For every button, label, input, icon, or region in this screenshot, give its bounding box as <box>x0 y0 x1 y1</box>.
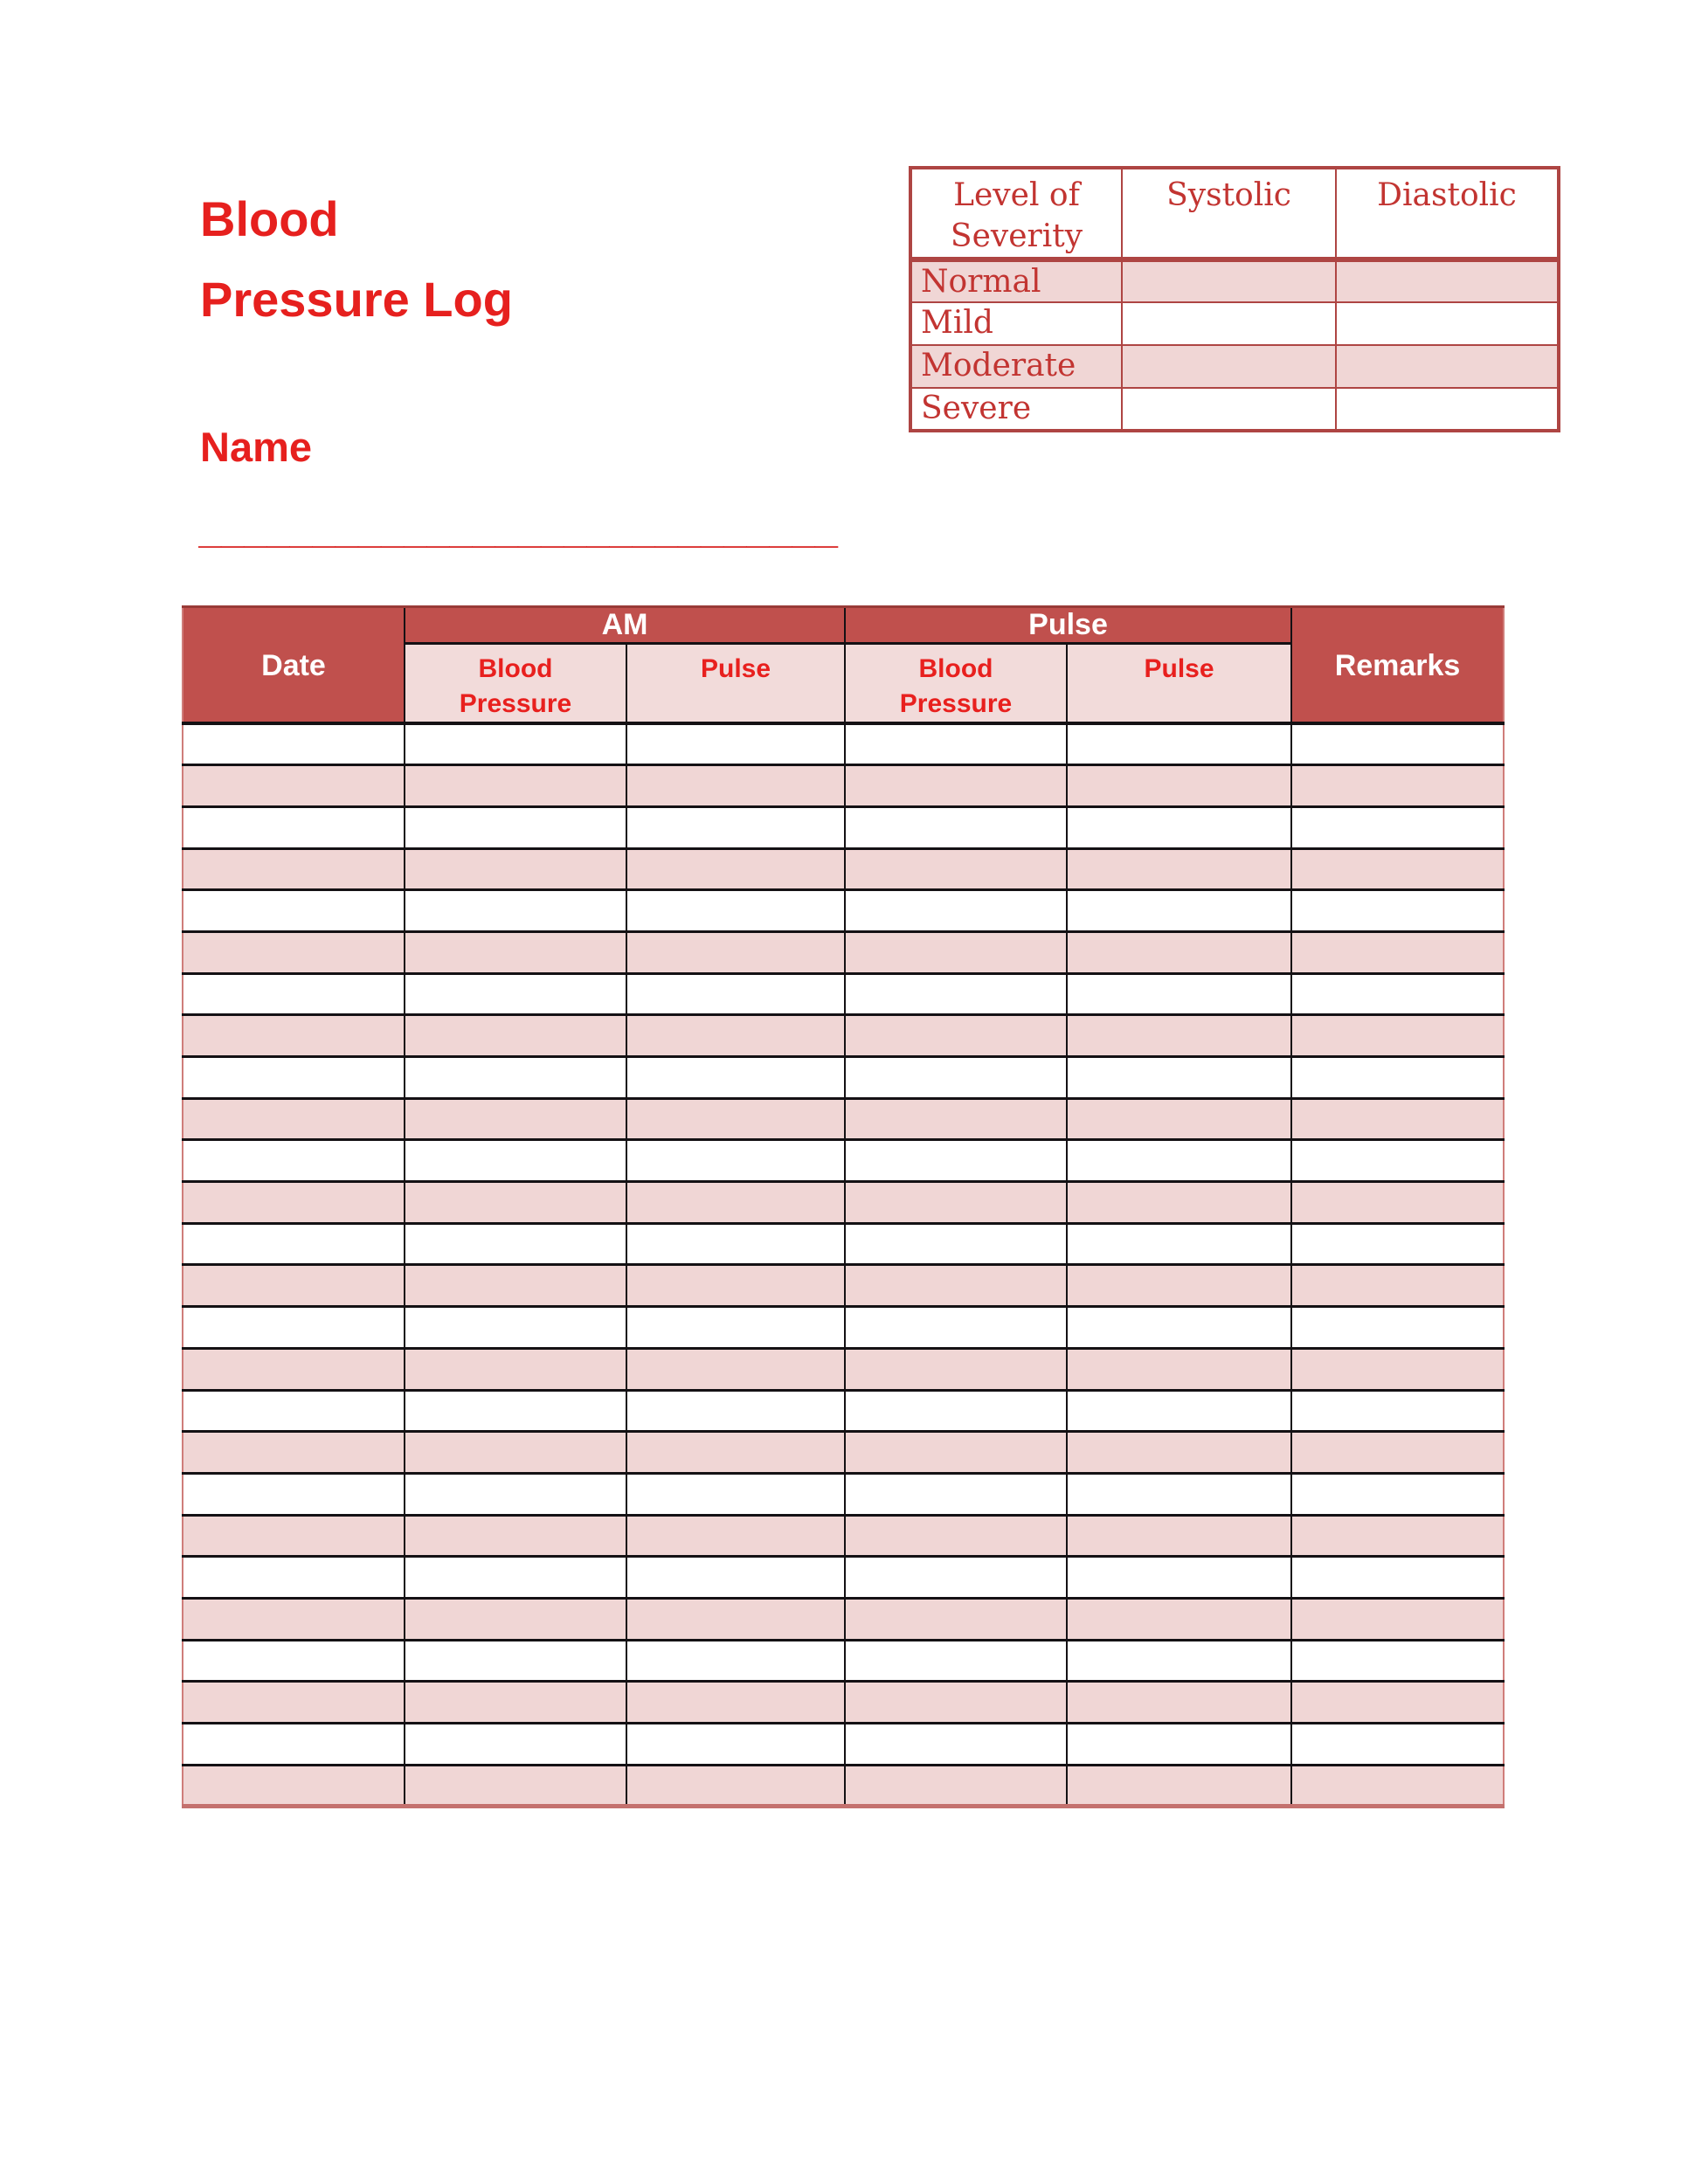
log-row <box>183 1765 1504 1807</box>
log-cell-am-blood-pressure[interactable] <box>405 1432 626 1474</box>
log-header-group-row <box>183 607 1504 644</box>
log-row <box>183 1057 1504 1099</box>
log-cell-pm-blood-pressure[interactable] <box>845 1307 1067 1349</box>
log-cell-date[interactable] <box>183 723 405 765</box>
name-fill-in-line[interactable]: ____________________________ <box>198 505 838 551</box>
log-cell-pm-pulse[interactable] <box>1067 973 1291 1015</box>
log-cell-date[interactable] <box>183 1182 405 1224</box>
log-cell-pm-blood-pressure[interactable] <box>845 1348 1067 1390</box>
log-cell-date[interactable] <box>183 1432 405 1474</box>
log-cell-am-blood-pressure[interactable] <box>405 890 626 932</box>
log-cell-date[interactable] <box>183 1724 405 1766</box>
log-header-pulse-group: Pulse <box>845 607 1291 644</box>
log-cell-remarks[interactable] <box>1291 1348 1504 1390</box>
log-cell-date[interactable] <box>183 1682 405 1724</box>
log-cell-am-blood-pressure[interactable] <box>405 931 626 973</box>
log-row <box>183 1182 1504 1224</box>
severity-cell-diastolic[interactable] <box>1336 388 1559 431</box>
log-row <box>183 1682 1504 1724</box>
log-cell-date[interactable] <box>183 806 405 848</box>
log-cell-pm-blood-pressure[interactable] <box>845 1557 1067 1599</box>
log-cell-am-pulse[interactable] <box>626 1724 845 1766</box>
log-cell-pm-pulse[interactable] <box>1067 765 1291 807</box>
log-cell-remarks[interactable] <box>1291 723 1504 765</box>
log-cell-remarks[interactable] <box>1291 1682 1504 1724</box>
log-cell-pm-pulse[interactable] <box>1067 1182 1291 1224</box>
log-cell-remarks[interactable] <box>1291 890 1504 932</box>
severity-row-severe <box>910 388 1559 431</box>
log-cell-pm-blood-pressure[interactable] <box>845 1182 1067 1224</box>
log-cell-pm-blood-pressure[interactable] <box>845 890 1067 932</box>
severity-row-moderate <box>910 345 1559 388</box>
log-cell-am-blood-pressure[interactable] <box>405 1265 626 1307</box>
log-cell-pm-blood-pressure[interactable] <box>845 1265 1067 1307</box>
log-cell-am-blood-pressure[interactable] <box>405 806 626 848</box>
log-row <box>183 1140 1504 1182</box>
log-cell-pm-pulse[interactable] <box>1067 1390 1291 1432</box>
log-row <box>183 890 1504 932</box>
log-row <box>183 973 1504 1015</box>
log-row <box>183 1557 1504 1599</box>
log-cell-remarks[interactable] <box>1291 1598 1504 1640</box>
log-cell-date[interactable] <box>183 1265 405 1307</box>
log-cell-date[interactable] <box>183 1557 405 1599</box>
severity-header-systolic: Systolic <box>1122 168 1336 259</box>
log-cell-am-pulse[interactable] <box>626 1765 845 1807</box>
log-cell-remarks[interactable] <box>1291 1265 1504 1307</box>
log-cell-am-blood-pressure[interactable] <box>405 723 626 765</box>
log-cell-am-pulse[interactable] <box>626 1348 845 1390</box>
log-cell-pm-blood-pressure[interactable] <box>845 1515 1067 1557</box>
log-cell-pm-blood-pressure[interactable] <box>845 1765 1067 1807</box>
log-row <box>183 1473 1504 1515</box>
log-cell-remarks[interactable] <box>1291 1390 1504 1432</box>
severity-row-label: Moderate <box>910 345 1122 388</box>
log-row <box>183 1515 1504 1557</box>
log-cell-am-pulse[interactable] <box>626 1140 845 1182</box>
log-row <box>183 765 1504 807</box>
log-row <box>183 1640 1504 1682</box>
log-cell-am-blood-pressure[interactable] <box>405 1598 626 1640</box>
log-cell-am-pulse[interactable] <box>626 765 845 807</box>
log-cell-remarks[interactable] <box>1291 1307 1504 1349</box>
log-cell-am-blood-pressure[interactable] <box>405 848 626 890</box>
log-cell-date[interactable] <box>183 1515 405 1557</box>
log-cell-pm-blood-pressure[interactable] <box>845 1432 1067 1474</box>
log-cell-am-pulse[interactable] <box>626 1432 845 1474</box>
log-cell-am-blood-pressure[interactable] <box>405 1682 626 1724</box>
log-cell-date[interactable] <box>183 1598 405 1640</box>
log-cell-pm-pulse[interactable] <box>1067 1348 1291 1390</box>
log-cell-remarks[interactable] <box>1291 848 1504 890</box>
log-cell-am-blood-pressure[interactable] <box>405 1307 626 1349</box>
log-subheader-pm-pulse: Pulse <box>1067 644 1291 724</box>
log-cell-date[interactable] <box>183 890 405 932</box>
log-cell-pm-pulse[interactable] <box>1067 1057 1291 1099</box>
severity-header-diastolic: Diastolic <box>1336 168 1559 259</box>
log-cell-am-pulse[interactable] <box>626 1223 845 1265</box>
log-cell-pm-pulse[interactable] <box>1067 806 1291 848</box>
log-cell-date[interactable] <box>183 1015 405 1057</box>
log-cell-pm-blood-pressure[interactable] <box>845 1057 1067 1099</box>
log-cell-pm-blood-pressure[interactable] <box>845 1223 1067 1265</box>
log-cell-pm-pulse[interactable] <box>1067 1432 1291 1474</box>
log-cell-am-blood-pressure[interactable] <box>405 1557 626 1599</box>
log-cell-am-blood-pressure[interactable] <box>405 973 626 1015</box>
log-cell-remarks[interactable] <box>1291 1182 1504 1224</box>
page-title-line-2: Pressure Log <box>200 272 513 327</box>
log-cell-remarks[interactable] <box>1291 1515 1504 1557</box>
log-cell-pm-blood-pressure[interactable] <box>845 1473 1067 1515</box>
severity-cell-systolic[interactable] <box>1122 388 1336 431</box>
log-row <box>183 1432 1504 1474</box>
log-cell-remarks[interactable] <box>1291 806 1504 848</box>
log-cell-am-pulse[interactable] <box>626 1057 845 1099</box>
log-cell-am-pulse[interactable] <box>626 1307 845 1349</box>
log-cell-pm-blood-pressure[interactable] <box>845 1015 1067 1057</box>
severity-row-label: Normal <box>910 259 1122 302</box>
log-row <box>183 1307 1504 1349</box>
log-cell-am-blood-pressure[interactable] <box>405 1098 626 1140</box>
log-cell-pm-pulse[interactable] <box>1067 1682 1291 1724</box>
severity-table <box>909 166 1560 432</box>
severity-row-label: Mild <box>910 302 1122 345</box>
log-cell-remarks[interactable] <box>1291 1223 1504 1265</box>
log-cell-pm-blood-pressure[interactable] <box>845 723 1067 765</box>
log-cell-remarks[interactable] <box>1291 931 1504 973</box>
log-cell-pm-pulse[interactable] <box>1067 1724 1291 1766</box>
log-row <box>183 1098 1504 1140</box>
log-cell-am-blood-pressure[interactable] <box>405 1390 626 1432</box>
log-cell-remarks[interactable] <box>1291 1765 1504 1807</box>
log-cell-pm-blood-pressure[interactable] <box>845 1390 1067 1432</box>
log-cell-pm-pulse[interactable] <box>1067 848 1291 890</box>
log-cell-am-pulse[interactable] <box>626 1640 845 1682</box>
log-cell-date[interactable] <box>183 1307 405 1349</box>
log-cell-am-pulse[interactable] <box>626 890 845 932</box>
log-cell-date[interactable] <box>183 1765 405 1807</box>
log-cell-date[interactable] <box>183 765 405 807</box>
log-cell-pm-pulse[interactable] <box>1067 1307 1291 1349</box>
log-row <box>183 1265 1504 1307</box>
log-cell-pm-blood-pressure[interactable] <box>845 1598 1067 1640</box>
log-cell-pm-blood-pressure[interactable] <box>845 765 1067 807</box>
log-cell-date[interactable] <box>183 1640 405 1682</box>
log-cell-am-pulse[interactable] <box>626 723 845 765</box>
page-title-line-1: Blood <box>200 191 339 246</box>
log-cell-date[interactable] <box>183 1098 405 1140</box>
log-cell-remarks[interactable] <box>1291 1557 1504 1599</box>
log-row <box>183 848 1504 890</box>
page-title <box>200 179 513 340</box>
log-cell-remarks[interactable] <box>1291 1724 1504 1766</box>
log-cell-date[interactable] <box>183 1140 405 1182</box>
log-row <box>183 1015 1504 1057</box>
log-row <box>183 1348 1504 1390</box>
log-cell-am-blood-pressure[interactable] <box>405 1473 626 1515</box>
log-header-remarks: Remarks <box>1291 607 1504 724</box>
log-cell-am-pulse[interactable] <box>626 1182 845 1224</box>
log-cell-am-blood-pressure[interactable] <box>405 1140 626 1182</box>
log-cell-pm-blood-pressure[interactable] <box>845 1098 1067 1140</box>
log-row <box>183 806 1504 848</box>
log-cell-pm-blood-pressure[interactable] <box>845 806 1067 848</box>
log-cell-am-pulse[interactable] <box>626 1265 845 1307</box>
log-cell-am-pulse[interactable] <box>626 931 845 973</box>
log-cell-remarks[interactable] <box>1291 1432 1504 1474</box>
log-header-am-group: AM <box>405 607 845 644</box>
log-cell-pm-pulse[interactable] <box>1067 723 1291 765</box>
log-cell-pm-blood-pressure[interactable] <box>845 931 1067 973</box>
log-cell-am-pulse[interactable] <box>626 848 845 890</box>
log-cell-remarks[interactable] <box>1291 1140 1504 1182</box>
severity-cell-systolic[interactable] <box>1122 345 1336 388</box>
log-row <box>183 723 1504 765</box>
severity-cell-diastolic[interactable] <box>1336 259 1559 302</box>
severity-row-mild <box>910 302 1559 345</box>
log-cell-am-pulse[interactable] <box>626 1473 845 1515</box>
log-cell-am-pulse[interactable] <box>626 1515 845 1557</box>
log-cell-pm-pulse[interactable] <box>1067 1598 1291 1640</box>
log-cell-date[interactable] <box>183 1057 405 1099</box>
log-cell-am-pulse[interactable] <box>626 1015 845 1057</box>
log-cell-remarks[interactable] <box>1291 1057 1504 1099</box>
log-cell-pm-pulse[interactable] <box>1067 1557 1291 1599</box>
log-cell-date[interactable] <box>183 1473 405 1515</box>
severity-header-level: Level of Severity <box>910 168 1122 259</box>
log-cell-remarks[interactable] <box>1291 1640 1504 1682</box>
log-cell-pm-pulse[interactable] <box>1067 890 1291 932</box>
log-cell-remarks[interactable] <box>1291 1473 1504 1515</box>
log-cell-pm-blood-pressure[interactable] <box>845 1682 1067 1724</box>
log-cell-am-pulse[interactable] <box>626 1098 845 1140</box>
log-subheader-am-blood-pressure: Blood Pressure <box>405 644 626 724</box>
log-cell-remarks[interactable] <box>1291 1015 1504 1057</box>
log-cell-am-blood-pressure[interactable] <box>405 1724 626 1766</box>
log-cell-am-blood-pressure[interactable] <box>405 1057 626 1099</box>
log-cell-pm-pulse[interactable] <box>1067 1015 1291 1057</box>
log-cell-remarks[interactable] <box>1291 1098 1504 1140</box>
log-cell-pm-pulse[interactable] <box>1067 1640 1291 1682</box>
log-cell-pm-pulse[interactable] <box>1067 1515 1291 1557</box>
log-cell-pm-pulse[interactable] <box>1067 931 1291 973</box>
log-cell-pm-pulse[interactable] <box>1067 1765 1291 1807</box>
log-cell-am-pulse[interactable] <box>626 1598 845 1640</box>
log-row <box>183 931 1504 973</box>
severity-cell-systolic[interactable] <box>1122 302 1336 345</box>
log-cell-am-pulse[interactable] <box>626 1390 845 1432</box>
log-cell-date[interactable] <box>183 931 405 973</box>
log-cell-pm-pulse[interactable] <box>1067 1473 1291 1515</box>
log-subheader-am-pulse: Pulse <box>626 644 845 724</box>
log-row <box>183 1724 1504 1766</box>
blood-pressure-log-table <box>182 605 1505 1808</box>
log-cell-pm-blood-pressure[interactable] <box>845 973 1067 1015</box>
log-cell-am-pulse[interactable] <box>626 806 845 848</box>
log-cell-am-blood-pressure[interactable] <box>405 1015 626 1057</box>
log-cell-am-blood-pressure[interactable] <box>405 1182 626 1224</box>
log-cell-am-blood-pressure[interactable] <box>405 1640 626 1682</box>
log-cell-pm-blood-pressure[interactable] <box>845 1724 1067 1766</box>
log-cell-date[interactable] <box>183 1223 405 1265</box>
log-cell-am-blood-pressure[interactable] <box>405 1765 626 1807</box>
log-cell-am-blood-pressure[interactable] <box>405 765 626 807</box>
log-cell-am-pulse[interactable] <box>626 1557 845 1599</box>
log-cell-pm-pulse[interactable] <box>1067 1223 1291 1265</box>
log-cell-am-blood-pressure[interactable] <box>405 1515 626 1557</box>
severity-row-label: Severe <box>910 388 1122 431</box>
log-cell-date[interactable] <box>183 1348 405 1390</box>
severity-row-normal <box>910 259 1559 302</box>
severity-header-row <box>910 168 1559 259</box>
log-cell-am-blood-pressure[interactable] <box>405 1223 626 1265</box>
log-cell-am-pulse[interactable] <box>626 1682 845 1724</box>
log-cell-pm-blood-pressure[interactable] <box>845 1140 1067 1182</box>
log-cell-remarks[interactable] <box>1291 973 1504 1015</box>
name-label: Name <box>200 424 313 470</box>
log-subheader-pm-blood-pressure: Blood Pressure <box>845 644 1067 724</box>
log-row <box>183 1223 1504 1265</box>
log-cell-pm-blood-pressure[interactable] <box>845 848 1067 890</box>
severity-cell-diastolic[interactable] <box>1336 302 1559 345</box>
log-cell-pm-blood-pressure[interactable] <box>845 1640 1067 1682</box>
log-cell-date[interactable] <box>183 1390 405 1432</box>
log-cell-pm-pulse[interactable] <box>1067 1098 1291 1140</box>
log-cell-am-pulse[interactable] <box>626 973 845 1015</box>
log-cell-am-blood-pressure[interactable] <box>405 1348 626 1390</box>
log-cell-remarks[interactable] <box>1291 765 1504 807</box>
log-row <box>183 1390 1504 1432</box>
log-header-date: Date <box>183 607 405 724</box>
severity-cell-systolic[interactable] <box>1122 259 1336 302</box>
log-cell-date[interactable] <box>183 848 405 890</box>
log-cell-date[interactable] <box>183 973 405 1015</box>
log-cell-pm-pulse[interactable] <box>1067 1140 1291 1182</box>
log-cell-pm-pulse[interactable] <box>1067 1265 1291 1307</box>
severity-cell-diastolic[interactable] <box>1336 345 1559 388</box>
log-row <box>183 1598 1504 1640</box>
